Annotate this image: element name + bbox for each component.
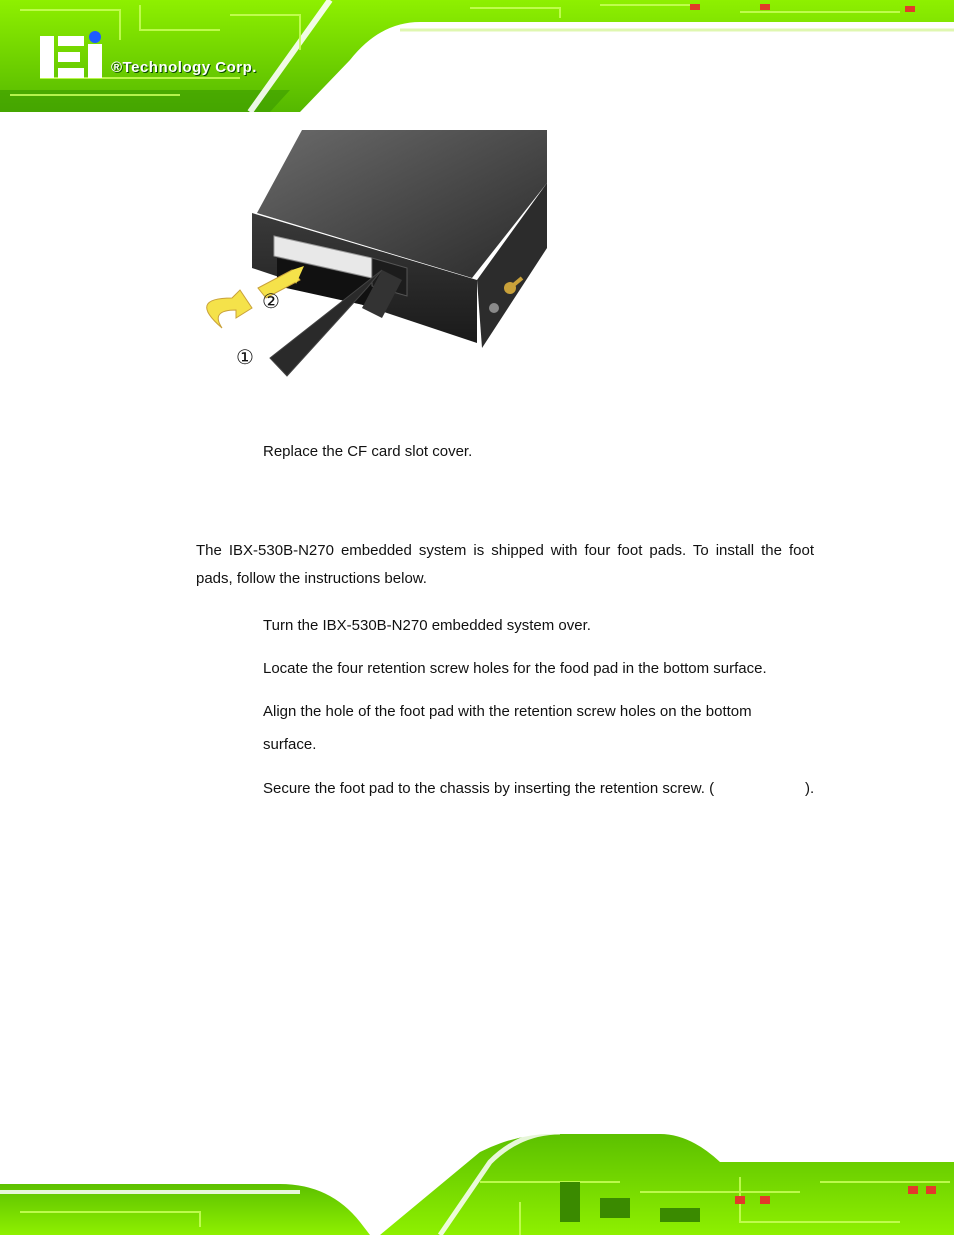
step-turn-system-over: Turn the IBX-530B-N270 embedded system over. <box>263 617 591 634</box>
step-align-foot-pad-cont: surface. <box>263 736 317 753</box>
callout-1: ① <box>236 345 254 369</box>
foot-pad-intro-paragraph: The IBX-530B-N270 embedded system is shipped with four foot pads. To install the foot pads, follow the instructions below. <box>196 542 814 587</box>
step-replace-cf-cover: Replace the CF card slot cover. <box>263 443 473 460</box>
callout-2: ② <box>262 289 280 313</box>
pcb-footer-graphic <box>0 1122 954 1235</box>
cf-card-installation-photo <box>192 128 552 380</box>
step-locate-screw-holes: Locate the four retention screw holes for the food pad in the bottom surface. <box>263 660 767 677</box>
pcb-header-graphic <box>0 0 954 112</box>
step-secure-foot-pad: Secure the foot pad to the chassis by inserting the retention screw. ( <box>263 780 715 797</box>
footer-banner <box>0 1122 954 1235</box>
step-align-foot-pad: Align the hole of the foot pad with the retention screw holes on the bottom <box>263 703 752 720</box>
step-secure-foot-pad-end: ). <box>805 780 815 797</box>
header-banner <box>0 0 954 112</box>
embedded-system-illustration <box>192 128 552 380</box>
company-name: ®Technology Corp. <box>111 59 257 76</box>
